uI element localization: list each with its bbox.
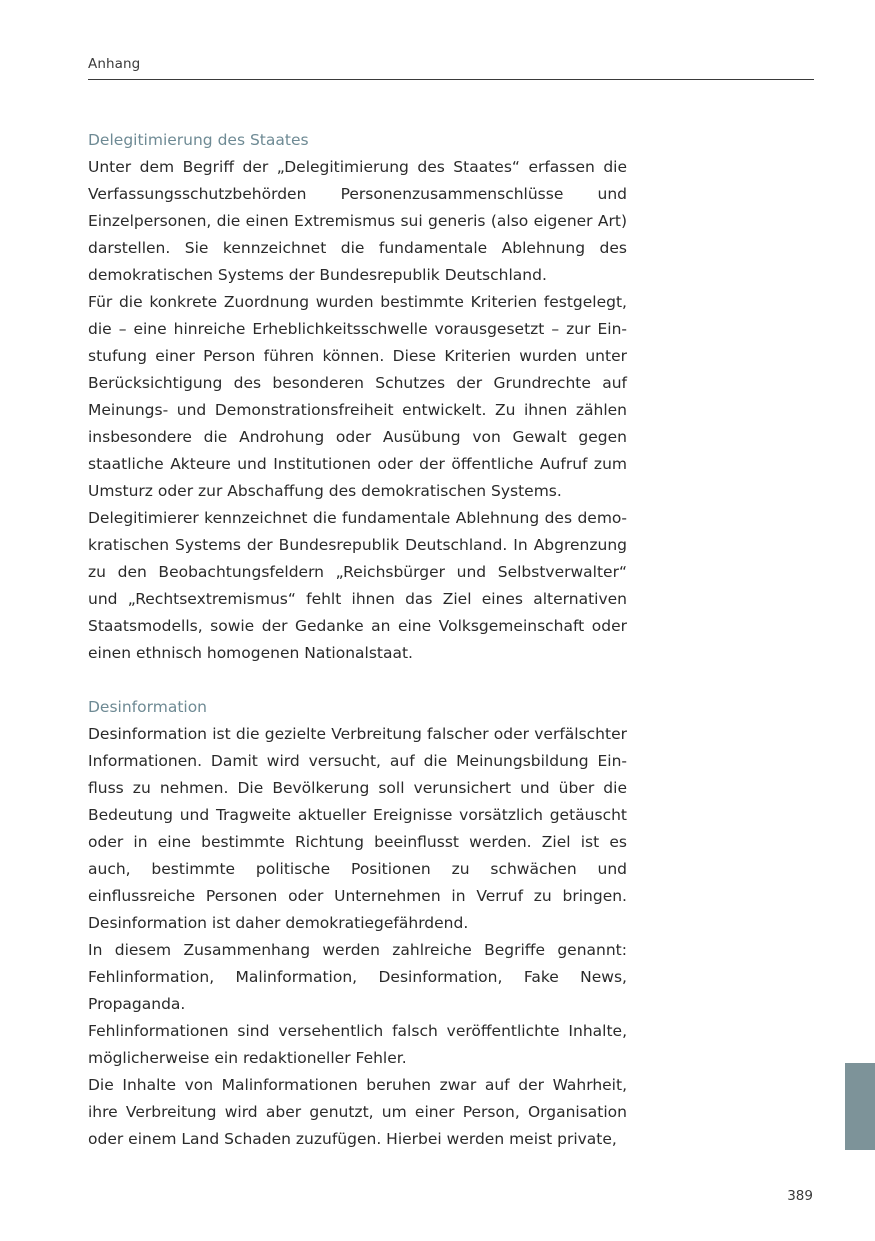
paragraph: Die Inhalte von Malinformationen beruhen zwar auf der Wahrheit, ihre Verbreitung wird aber genutzt, um einer Person, Organisation oder einem Land Schaden zuzufügen. Hierbei werden meist private, bbox=[88, 1076, 627, 1148]
paragraph: Desinformation ist die gezielte Verbreitung falscher oder verfälschter Informationen. Damit wird versucht, auf die Meinungsbildung Einfluss zu nehmen. Die Bevölkerung soll verunsichert und über die Bedeutung und Tragweite aktueller Ereignisse vorsätzlich getäuscht oder in eine bestimmte Richtung beeinflusst werden. Ziel ist es auch, bestimmte politische Positionen zu schwächen und einflussreiche Personen oder Unternehmen in Verruf zu bringen. Desinformation ist daher demokratiegefährdend. bbox=[88, 725, 627, 932]
section-delegitimierung bbox=[88, 127, 627, 667]
running-head: Anhang bbox=[88, 56, 141, 72]
main-content bbox=[88, 127, 627, 1153]
paragraph: Fehlinformationen sind versehentlich falsch veröffentlichte Inhalte, möglicherweise ein redaktioneller Fehler. bbox=[88, 1022, 627, 1067]
section-title: Delegitimierung des Staates bbox=[88, 131, 309, 149]
section-desinformation bbox=[88, 694, 627, 1153]
paragraph: In diesem Zusammenhang werden zahlreiche Begriffe genannt: Fehlinformation, Malinformation, Desinformation, Fake News, Propaganda. bbox=[88, 941, 627, 1013]
paragraph: Delegitimierer kennzeichnet die fundamentale Ablehnung des demokratischen Systems der Bundesrepublik Deutschland. In Abgrenzung zu den Beobachtungsfeldern „Reichsbürger und Selbstverwalter“ und „Rechtsextremismus“ fehlt ihnen das Ziel eines alternativen Staatsmodells, sowie der Gedanke an eine Volksgemeinschaft oder einen ethnisch homogenen Nationalstaat. bbox=[88, 509, 627, 662]
paragraph: Für die konkrete Zuordnung wurden bestimmte Kriterien festgelegt, die – eine hinreiche Erheblichkeitsschwelle vorausgesetzt – zur Einstufung einer Person führen können. Diese Kriterien wurden unter Berücksichtigung des besonderen Schutzes der Grundrechte auf Meinungs- und Demonstrationsfreiheit entwickelt. Zu ihnen zählen insbesondere die Androhung oder Ausübung von Gewalt gegen staatliche Akteure und Institutionen oder der öffentliche Aufruf zum Umsturz oder zur Abschaffung des demokratischen Systems. bbox=[88, 293, 627, 500]
section-title: Desinformation bbox=[88, 698, 208, 716]
paragraph: Unter dem Begriff der „Delegitimierung des Staates“ erfassen die Verfassungsschutzbehörden Personenzusammenschlüsse und Einzelpersonen, die einen Extremismus sui generis (also eigener Art) darstellen. Sie kennzeichnet die fundamentale Ablehnung des demokratischen Systems der Bundesrepublik Deutschland. bbox=[88, 158, 627, 284]
page-number: 389 bbox=[787, 1188, 813, 1204]
header-rule bbox=[88, 79, 814, 80]
chapter-thumb-tab bbox=[845, 1063, 875, 1150]
